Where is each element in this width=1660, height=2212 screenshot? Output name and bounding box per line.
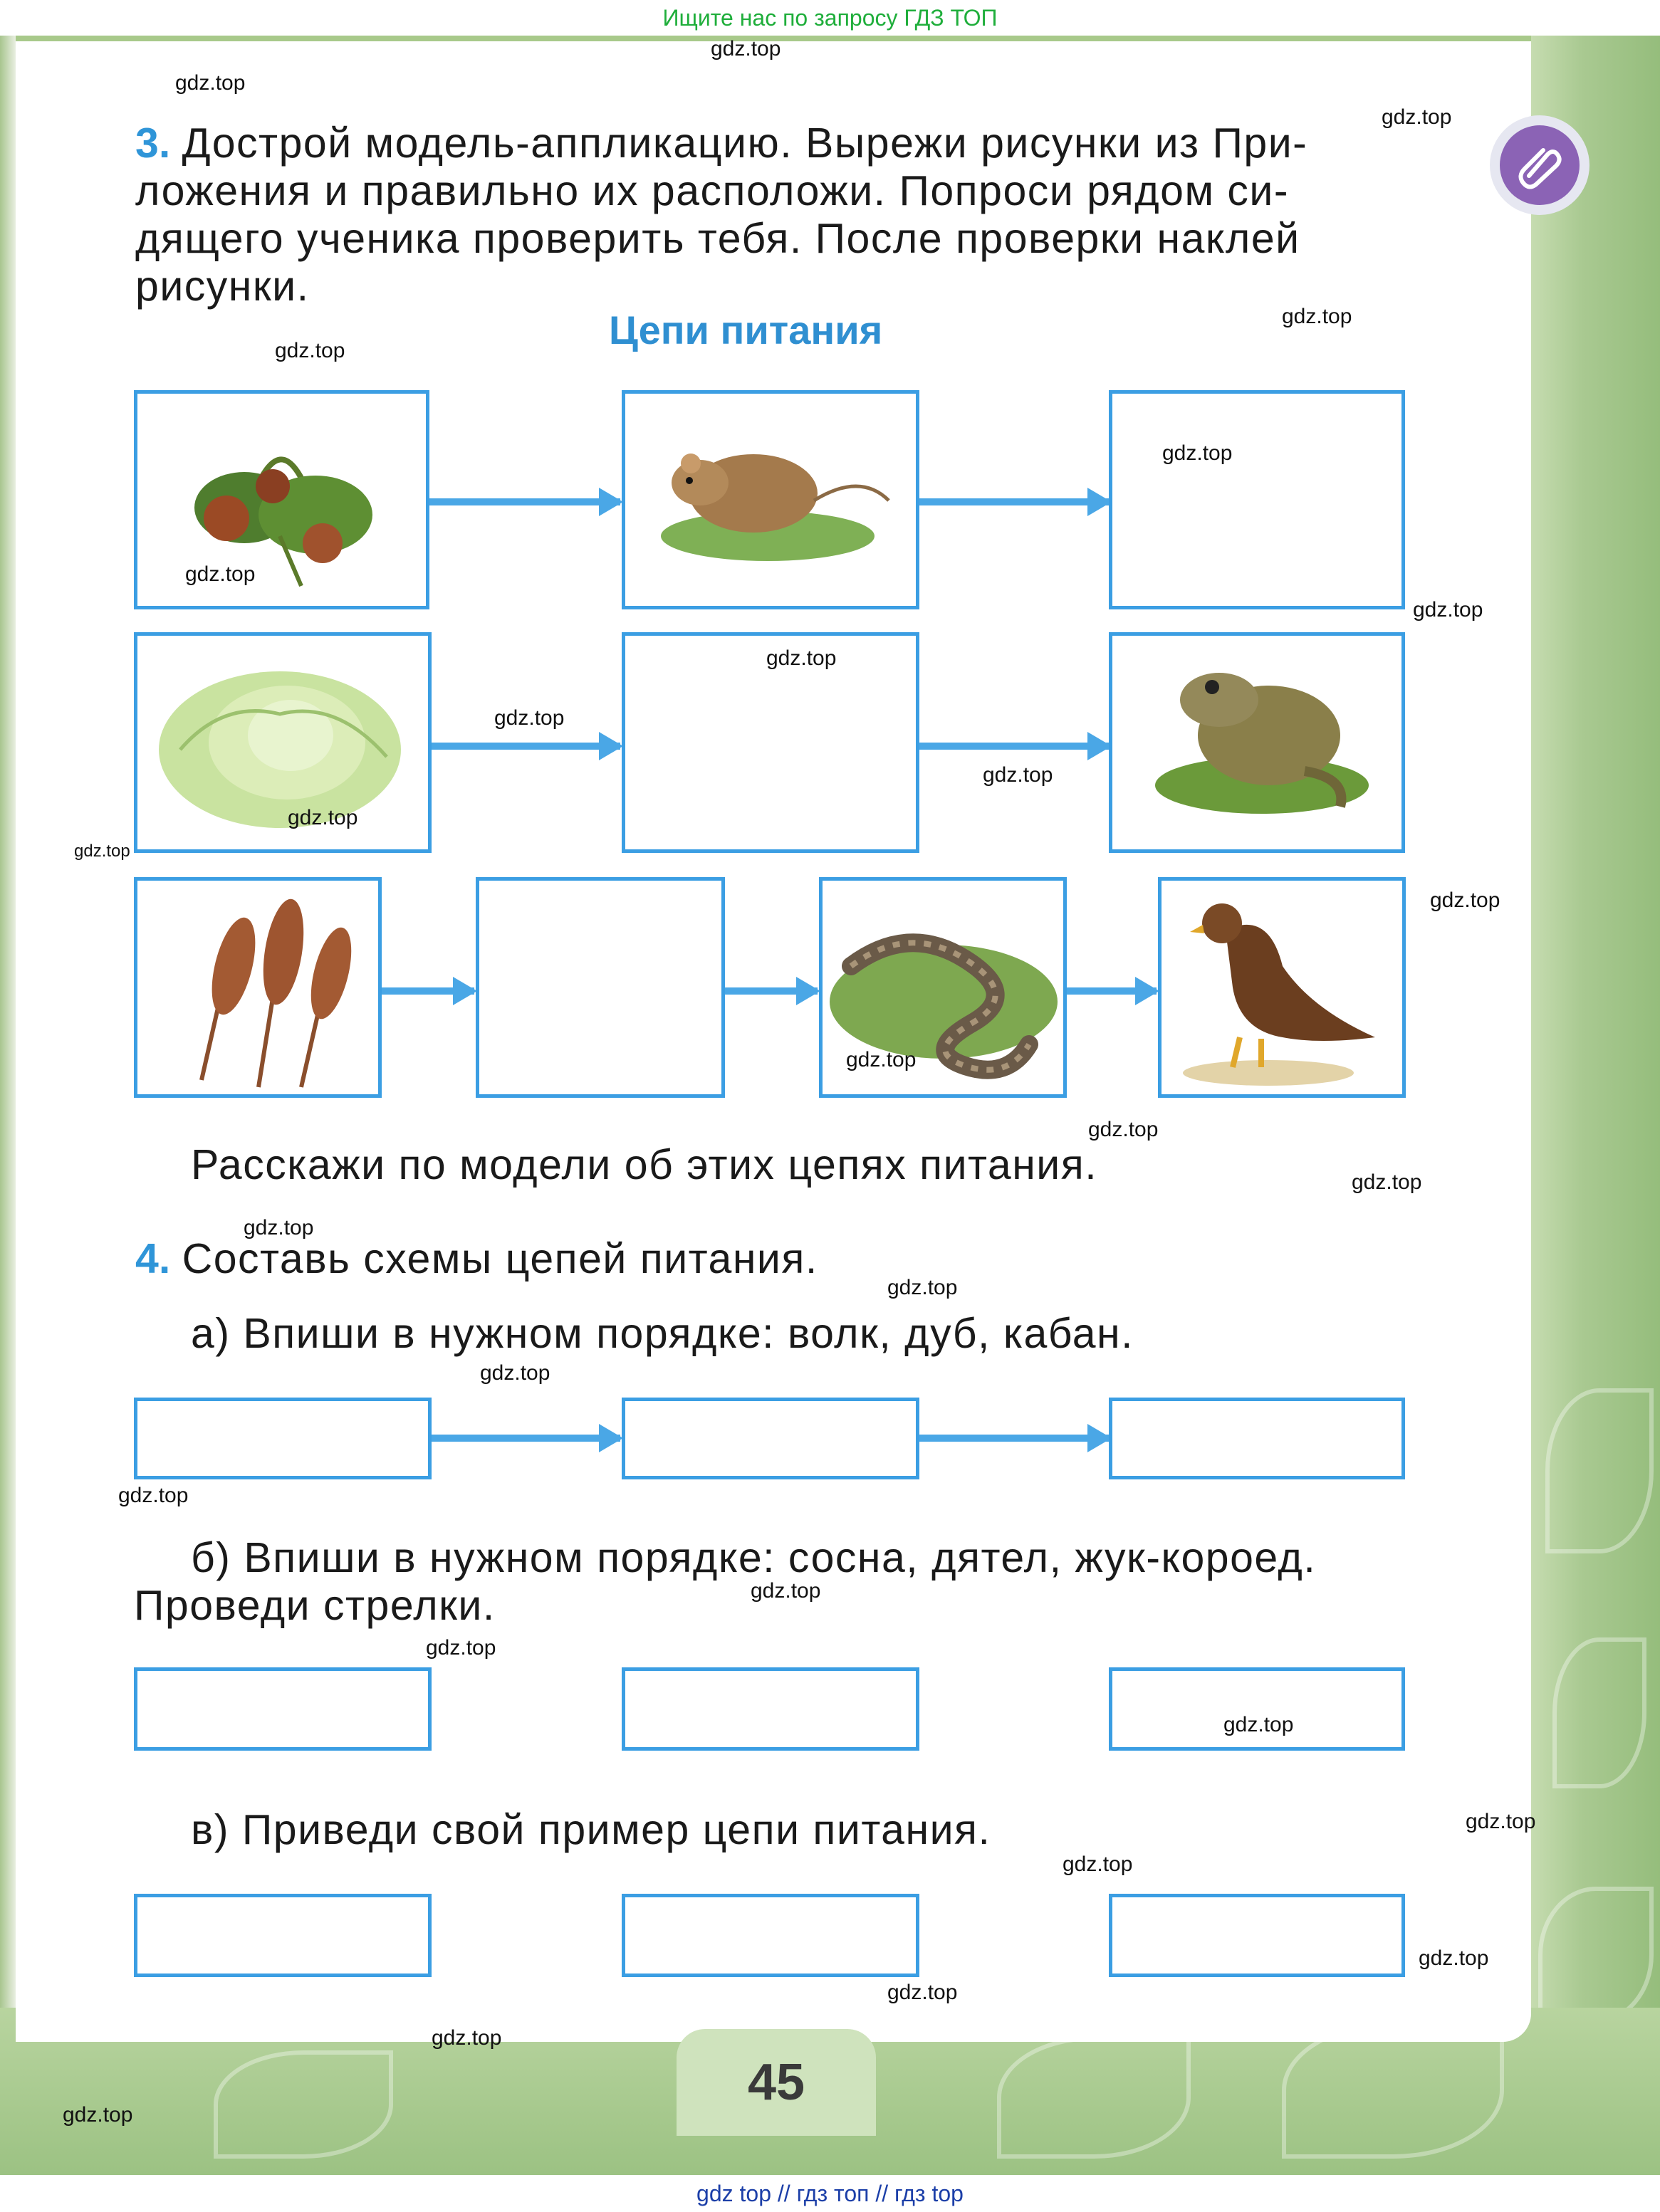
watermark: gdz.top	[118, 1484, 189, 1507]
task3-after-text: Расскажи по модели об этих цепях питания.	[191, 1141, 1098, 1188]
watermark: gdz.top	[1430, 889, 1500, 912]
chain2-arrow-1	[432, 743, 620, 750]
watermark: gdz.top	[1063, 1852, 1133, 1876]
task4-a-text: а) Впиши в нужном порядке: волк, дуб, кабан.	[191, 1310, 1134, 1357]
leaf-decoration	[1552, 1637, 1646, 1788]
watermark: gdz.top	[1282, 305, 1352, 328]
task4-a-arrow-2	[919, 1435, 1109, 1442]
chain1-box-2[interactable]	[622, 390, 919, 609]
hazelnut-icon	[137, 394, 426, 606]
watermark: gdz.top	[288, 806, 358, 829]
task4-number: 4.	[135, 1235, 171, 1282]
chain1-box-3-empty[interactable]	[1109, 390, 1405, 609]
task3-line-3: дящего ученика проверить тебя. После проверки наклей	[135, 215, 1300, 262]
leaf-decoration	[1545, 1388, 1654, 1553]
eagle-icon	[1162, 881, 1402, 1094]
chain3-box-2-empty[interactable]	[476, 877, 725, 1098]
task4-b-box-1[interactable]	[134, 1667, 432, 1751]
task4-c-box-3[interactable]	[1109, 1894, 1405, 1977]
chain3-arrow-3	[1067, 987, 1157, 995]
chain1-box-1[interactable]	[134, 390, 429, 609]
page-binding-edge	[0, 36, 16, 2008]
mouse-icon	[625, 394, 916, 606]
task4-a-box-2[interactable]	[622, 1398, 919, 1479]
task4-b-text-2: Проведи стрелки.	[134, 1582, 496, 1629]
watermark: gdz.top	[1088, 1118, 1159, 1141]
watermark: gdz.top	[846, 1048, 917, 1071]
task3-line-1: 3. Дострой модель-аппликацию. Вырежи рисунки из При-	[135, 120, 1308, 167]
chain1-arrow-1	[429, 498, 620, 505]
page-number-tab	[677, 2029, 876, 2136]
chain2-box-1[interactable]	[134, 632, 432, 853]
task4-a-box-1[interactable]	[134, 1398, 432, 1479]
task4-c-box-1[interactable]	[134, 1894, 432, 1977]
watermark: gdz.top	[494, 706, 565, 730]
chain3-arrow-1	[382, 987, 474, 995]
chains-heading: Цепи питания	[609, 308, 883, 352]
watermark: gdz.top	[1466, 1810, 1536, 1833]
page-number: 45	[747, 2054, 805, 2111]
chain1-arrow-2	[919, 498, 1109, 505]
bottom-banner[interactable]: gdz top // гдз топ // гдз top	[696, 2181, 964, 2206]
watermark: gdz.top	[887, 1981, 958, 2004]
leaf-decoration	[214, 2050, 393, 2159]
watermark: gdz.top	[711, 37, 781, 61]
watermark: gdz.top	[1223, 1713, 1294, 1736]
watermark: gdz.top	[63, 2103, 133, 2127]
wheat-icon	[137, 881, 378, 1094]
chain2-arrow-2	[919, 743, 1109, 750]
task4-c-text: в) Приведи свой пример цепи питания.	[191, 1806, 991, 1853]
top-banner[interactable]: Ищите нас по запросу ГДЗ ТОП	[662, 5, 998, 31]
watermark: gdz.top	[1382, 105, 1452, 129]
watermark: gdz.top	[275, 339, 345, 362]
paperclip-icon	[1515, 140, 1565, 190]
task4-title: Составь схемы цепей питания.	[182, 1235, 818, 1282]
task4-b-box-2[interactable]	[622, 1667, 919, 1751]
watermark: gdz.top	[1413, 598, 1483, 622]
watermark: gdz.top	[74, 842, 130, 861]
cabbage-icon	[137, 636, 428, 849]
watermark: gdz.top	[1352, 1170, 1422, 1194]
chain2-box-3[interactable]	[1109, 632, 1405, 853]
task4-a-box-3[interactable]	[1109, 1398, 1405, 1479]
task3-line-4: рисунки.	[135, 263, 310, 310]
task3-number: 3.	[135, 120, 171, 167]
watermark: gdz.top	[175, 71, 246, 95]
task4-b-text: б) Впиши в нужном порядке: сосна, дятел, жук-короед.	[191, 1534, 1317, 1581]
chain3-box-4[interactable]	[1158, 877, 1406, 1098]
task4-c-box-2[interactable]	[622, 1894, 919, 1977]
watermark: gdz.top	[426, 1636, 496, 1660]
leaf-decoration	[1282, 2022, 1504, 2159]
chain3-arrow-2	[725, 987, 818, 995]
watermark: gdz.top	[887, 1276, 958, 1299]
watermark: gdz.top	[983, 763, 1053, 787]
watermark: gdz.top	[432, 2026, 502, 2050]
frog-icon	[1112, 636, 1401, 849]
task4-line	[135, 1235, 818, 1283]
page-margin-decoration	[1531, 36, 1660, 2175]
watermark: gdz.top	[1162, 441, 1233, 465]
watermark: gdz.top	[766, 646, 837, 670]
watermark: gdz.top	[1419, 1946, 1489, 1970]
task4-b-box-3[interactable]	[1109, 1667, 1405, 1751]
watermark: gdz.top	[480, 1361, 550, 1385]
paperclip-badge	[1490, 115, 1589, 215]
watermark: gdz.top	[244, 1216, 314, 1239]
watermark: gdz.top	[751, 1579, 821, 1603]
chain3-box-1[interactable]	[134, 877, 382, 1098]
task3-line-2: ложения и правильно их расположи. Попроси рядом си-	[135, 167, 1290, 214]
watermark: gdz.top	[185, 562, 256, 586]
task4-a-arrow-1	[432, 1435, 620, 1442]
leaf-decoration	[1538, 1887, 1654, 2023]
leaf-decoration	[997, 2036, 1191, 2159]
